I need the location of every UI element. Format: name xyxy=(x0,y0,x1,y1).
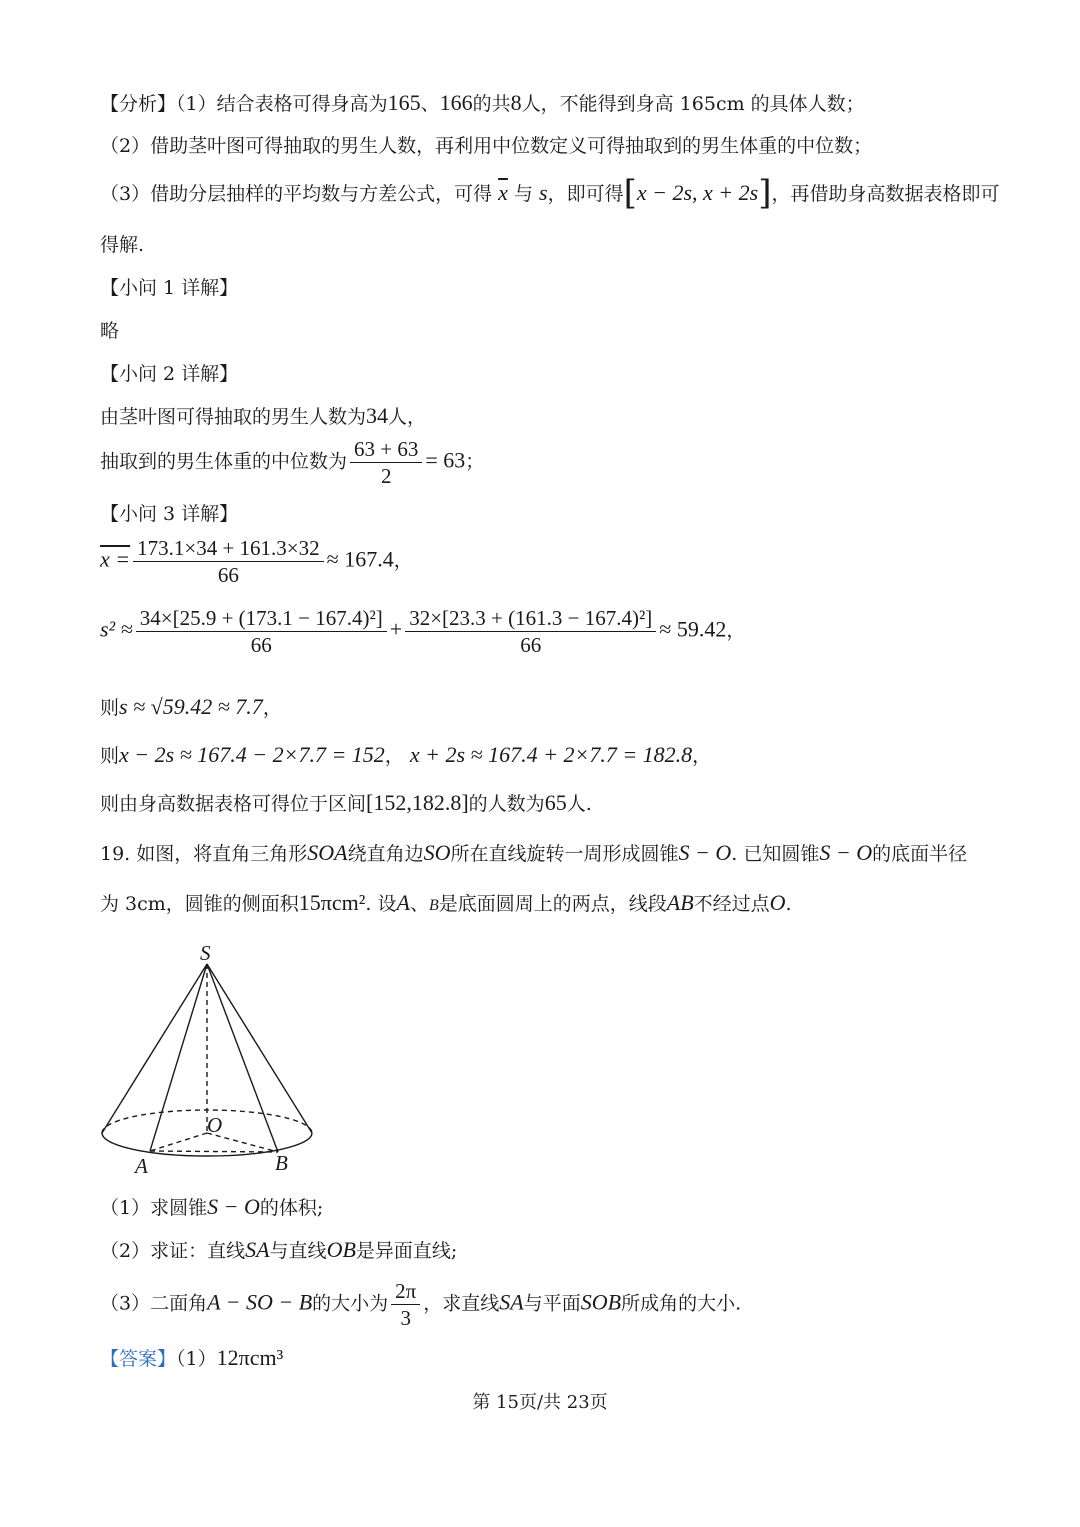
radius-OA xyxy=(150,1133,207,1151)
q1-header: 【小问 1 详解】 xyxy=(100,277,239,299)
text: ，再借助身高数据表格即可 xyxy=(771,183,1000,205)
fraction-numerator: 34×[25.9 + (173.1 − 167.4)²] xyxy=(136,605,387,632)
math: A − SO − B xyxy=(207,1289,313,1315)
analysis-line-1 xyxy=(100,88,865,119)
text: ，求直线 xyxy=(423,1292,500,1315)
generatrix-right xyxy=(207,964,312,1133)
bracket-left: [ xyxy=(623,173,637,213)
math: x − 2s ≈ 167.4 − 2×7.7 = 152 xyxy=(119,742,385,767)
text: （1） xyxy=(176,1348,217,1370)
variance-fraction-2 xyxy=(405,605,656,658)
text: 与平面 xyxy=(523,1292,581,1315)
text: 是底面圆周上的两点，线段 xyxy=(438,893,667,915)
text: 的体积; xyxy=(259,1197,324,1219)
math: x = xyxy=(100,546,131,572)
q3-stddev xyxy=(100,692,282,723)
math: SOA xyxy=(307,840,348,865)
text: 与 xyxy=(513,183,533,205)
cone-diagram xyxy=(95,940,325,1180)
text: 、 xyxy=(420,93,440,115)
text: 为 3cm，圆锥的侧面积 xyxy=(100,893,299,915)
fraction-denominator: 3 xyxy=(400,1306,411,1330)
text: ， xyxy=(262,697,282,719)
angle-fraction xyxy=(391,1278,420,1331)
text: 的人数为 xyxy=(468,793,545,815)
math: x + 2s ≈ 167.4 + 2×7.7 = 182.8 xyxy=(409,742,693,767)
math: 8 xyxy=(510,90,522,115)
variance-fraction-1 xyxy=(136,605,387,658)
math: ≈ 59.42 xyxy=(659,616,727,642)
math: + xyxy=(389,616,403,642)
q3-header: 【小问 3 详解】 xyxy=(100,503,239,525)
fraction-numerator: 2π xyxy=(391,1278,420,1305)
sub-question-1 xyxy=(100,1192,323,1223)
fraction-denominator: 66 xyxy=(217,563,239,587)
fraction-denominator: 66 xyxy=(520,633,542,657)
sub-question-2 xyxy=(100,1235,457,1266)
math: 15πcm² xyxy=(298,890,366,915)
math: O xyxy=(769,890,786,915)
math: 165 xyxy=(387,90,421,115)
fraction-denominator: 2 xyxy=(380,464,392,488)
text: 、 xyxy=(409,893,429,915)
text: ， xyxy=(726,619,746,642)
math: ≈ 167.4 xyxy=(326,546,394,572)
q2-line-2 xyxy=(100,436,484,489)
q1-body: 略 xyxy=(100,320,120,342)
math: 166 xyxy=(439,90,473,115)
math: A xyxy=(396,890,410,915)
text: ， xyxy=(393,549,413,572)
text: （3）二面角 xyxy=(100,1292,208,1315)
text: 所成角的大小. xyxy=(621,1292,742,1315)
text: 则由身高数据表格可得位于区间 xyxy=(100,793,367,815)
math: SOB xyxy=(580,1289,622,1315)
q3-bounds xyxy=(100,740,711,771)
math: s ≈ √59.42 ≈ 7.7 xyxy=(119,694,263,719)
label-B: B xyxy=(275,1151,288,1175)
label-A: A xyxy=(135,1154,148,1178)
math-xbar: $\overline{x}$ xyxy=(498,180,508,205)
math: S − O xyxy=(207,1194,260,1219)
text: ，即可得 xyxy=(547,183,624,205)
text: 19. 如图，将直角三角形 xyxy=(100,843,308,865)
label-O: O xyxy=(207,1113,223,1137)
math-s: s xyxy=(539,180,548,205)
analysis-label: 【分析】 xyxy=(100,93,177,115)
text: 与直线 xyxy=(269,1240,327,1262)
math: 65 xyxy=(544,790,567,815)
label-S: S xyxy=(200,941,211,965)
text: 人， xyxy=(388,406,427,428)
text: 由茎叶图可得抽取的男生人数为 xyxy=(100,406,367,428)
text: 的底面半径 xyxy=(872,843,968,865)
text: 不经过点 xyxy=(693,893,770,915)
answer-label: 【答案】 xyxy=(100,1348,177,1370)
text: ； xyxy=(465,450,485,473)
fraction-numerator: 173.1×34 + 161.3×32 xyxy=(133,535,324,562)
math: = 63 xyxy=(425,447,466,473)
math: B xyxy=(428,897,439,914)
mean-fraction xyxy=(133,535,324,588)
problem19-line-2 xyxy=(100,888,792,921)
problem19-line-1 xyxy=(100,838,967,869)
text: （1）结合表格可得身高为 xyxy=(176,93,388,115)
text: 绕直角边 xyxy=(347,843,424,865)
text: 则 xyxy=(100,745,120,767)
generatrix-left xyxy=(102,964,207,1133)
text: ， xyxy=(692,745,712,767)
segment-AB xyxy=(150,1151,278,1152)
math-interval: x − 2s, x + 2s xyxy=(636,180,759,205)
fraction-numerator: 32×[23.3 + (161.3 − 167.4)²] xyxy=(405,605,656,632)
analysis-line-3 xyxy=(100,173,1000,213)
q2-header: 【小问 2 详解】 xyxy=(100,363,239,385)
bracket-right: ] xyxy=(758,173,772,213)
median-fraction xyxy=(350,436,422,489)
analysis-line-4: 得解. xyxy=(100,234,145,256)
answer-line xyxy=(100,1343,283,1374)
q3-final xyxy=(100,788,592,819)
answer-value: 12πcm³ xyxy=(216,1345,284,1370)
math: SA xyxy=(245,1237,270,1262)
text: 是异面直线; xyxy=(355,1240,458,1262)
math: 34 xyxy=(366,403,389,428)
fraction-numerator: 63 + 63 xyxy=(350,436,422,463)
math: S − O xyxy=(819,840,873,865)
text: 的大小为 xyxy=(312,1292,389,1315)
text: 的共 xyxy=(472,93,511,115)
fraction-denominator: 66 xyxy=(250,633,272,657)
math: AB xyxy=(666,890,694,915)
text: . 设 xyxy=(365,893,397,915)
text: 人. xyxy=(566,793,592,815)
text: 人，不能得到身高 165cm 的具体人数； xyxy=(521,93,865,115)
math: OB xyxy=(326,1237,356,1262)
text: ， xyxy=(384,745,404,767)
text: 所在直线旋转一周形成圆锥 xyxy=(450,843,679,865)
q2-line-1 xyxy=(100,401,426,432)
segment-SA xyxy=(150,964,207,1151)
text: 抽取到的男生体重的中位数为 xyxy=(100,450,348,473)
math: [152,182.8] xyxy=(366,790,469,815)
math: SO xyxy=(423,840,451,865)
text: （1）求圆锥 xyxy=(100,1197,208,1219)
text: 则 xyxy=(100,697,120,719)
q3-variance xyxy=(100,605,745,658)
page-footer: 第 15页/共 23页 xyxy=(472,1392,608,1413)
text: （2）求证：直线 xyxy=(100,1240,246,1262)
math: SA xyxy=(499,1289,524,1315)
analysis-line-2: （2）借助茎叶图可得抽取的男生人数，再利用中位数定义可得抽取到的男生体重的中位数； xyxy=(100,135,873,157)
text: . 已知圆锥 xyxy=(731,843,820,865)
q3-mean xyxy=(100,535,413,588)
math: S − O xyxy=(678,840,732,865)
sub-question-3 xyxy=(100,1278,741,1331)
text: （3）借助分层抽样的平均数与方差公式，可得 xyxy=(100,183,493,205)
text: . xyxy=(785,893,792,915)
math: s² ≈ xyxy=(100,616,133,642)
